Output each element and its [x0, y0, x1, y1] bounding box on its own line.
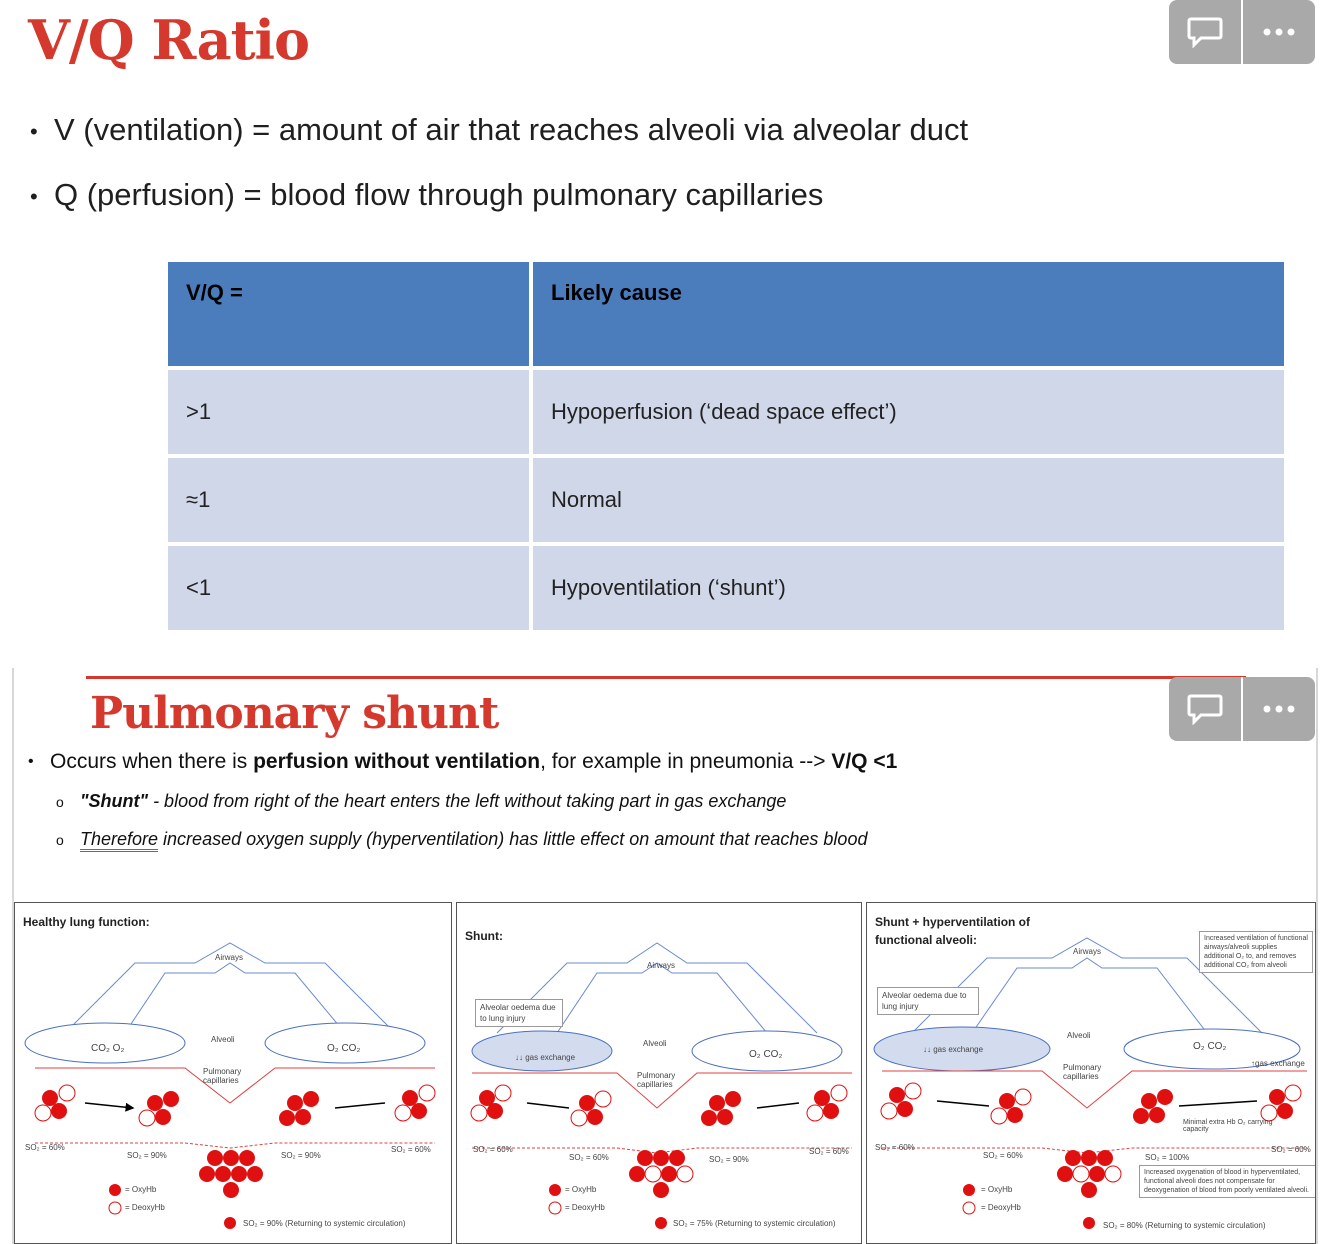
label-so2-mid-right: SO₂ = 100% [1145, 1153, 1190, 1162]
sub-bullet-therefore: o Therefore increased oxygen supply (hyperventilation) has little effect on amount that reaches blood [56, 829, 867, 850]
label-airways: Airways [215, 953, 244, 962]
more-options-button[interactable] [1243, 0, 1315, 64]
note-increased-ventilation: Increased ventilation of functional airways/alveoli supplies additional O₂ to, and removes additional CO₂ from alveoli [1199, 931, 1313, 973]
label-bottom: SO₂ = 75% (Returning to systemic circulation) [673, 1219, 836, 1228]
label-right-gas: O₂ CO₂ [327, 1043, 361, 1054]
table-cell: Hypoventilation (‘shunt’) [533, 546, 1288, 634]
legend-deoxy: = DeoxyHb [125, 1203, 165, 1212]
table-cell: <1 [168, 546, 533, 634]
label-so2-mid-right: SO₂ = 90% [709, 1155, 749, 1164]
label-so2-mid-left: SO₂ = 60% [983, 1151, 1023, 1160]
label-alveoli: Alveoli [643, 1039, 667, 1048]
panel-title: Shunt + hyperventilation of functional alveoli: [875, 915, 1031, 947]
label-so2-left: SO₂ = 60% [875, 1143, 915, 1152]
bullet-perfusion: • Q (perfusion) = blood flow through pulmonary capillaries [30, 177, 824, 212]
label-alveoli: Alveoli [1067, 1031, 1091, 1040]
comment-icon [1187, 16, 1223, 48]
label-airways: Airways [647, 961, 676, 970]
label-bottom: SO₂ = 90% (Returning to systemic circulation) [243, 1219, 406, 1228]
label-up-gas: ↑gas exchange [1251, 1059, 1305, 1068]
label-so2-mid-left: SO₂ = 60% [569, 1153, 609, 1162]
comment-button[interactable] [1169, 677, 1241, 741]
title-rule [86, 676, 1246, 679]
label-so2-left: SO₂ = 60% [473, 1145, 513, 1154]
label-airways: Airways [1073, 947, 1102, 956]
panel-title: Shunt: [465, 929, 503, 943]
label-left-gas: CO₂ O₂ [91, 1043, 125, 1054]
slide1-toolbar [1169, 0, 1315, 64]
table-row [168, 546, 1288, 634]
bullet-text: V (ventilation) = amount of air that reaches alveoli via alveolar duct [54, 112, 969, 147]
label-so2-mid-right: SO₂ = 90% [281, 1151, 321, 1160]
legend-oxy: = OxyHb [565, 1185, 597, 1194]
sub-bullet-shunt: o "Shunt" - blood from right of the heart enters the left without taking part in gas exchange [56, 791, 787, 811]
label-right-gas: O₂ CO₂ [1193, 1041, 1227, 1052]
label-so2-left: SO₂ = 60% [25, 1143, 65, 1152]
more-options-icon [1261, 704, 1297, 714]
note-increased-oxygenation: Increased oxygenation of blood in hyperventilated, functional alveoli does not compensate for deoxygenation of blood from poorly ventilated alveoli. [1139, 1165, 1316, 1198]
table-cell: Hypoperfusion (‘dead space effect’) [533, 370, 1288, 458]
table-cell: ≈1 [168, 458, 533, 546]
table-header-cell: V/Q = [168, 262, 533, 370]
sub-text: - blood from right of the heart enters the left without taking part in gas exchange [148, 791, 787, 811]
slide1-title: V/Q Ratio [28, 8, 310, 72]
table-row [168, 458, 1288, 546]
legend-deoxy: = DeoxyHb [565, 1203, 605, 1212]
label-so2-right: SO₂ = 60% [391, 1145, 431, 1154]
bullet-text: , for example in pneumonia --> [540, 750, 832, 773]
label-so2-right: SO₂ = 60% [1271, 1145, 1311, 1154]
sub-bold: "Shunt" [80, 791, 149, 811]
diagram-shunt-hyperventilation [866, 902, 1316, 1244]
label-gas-exchange: ↓↓ gas exchange [515, 1053, 576, 1062]
bullet-text: Occurs when there is [50, 750, 254, 773]
shunt-bullet: • Occurs when there is perfusion without ventilation, for example in pneumonia --> V/Q <1 [28, 750, 898, 773]
comment-icon [1187, 693, 1223, 725]
label-right-gas: O₂ CO₂ [749, 1049, 783, 1060]
label-alveoli: Alveoli [211, 1035, 235, 1044]
table-row [168, 370, 1288, 458]
table-header-cell: Likely cause [533, 262, 1288, 370]
more-options-icon [1261, 27, 1297, 37]
label-capillaries: Pulmonary capillaries [203, 1067, 242, 1085]
note-edema: Alveolar oedema due to lung injury [877, 987, 979, 1015]
legend-oxy: = OxyHb [125, 1185, 157, 1194]
legend-deoxy: = DeoxyHb [981, 1203, 1021, 1212]
legend-oxy: = OxyHb [981, 1185, 1013, 1194]
table-header-row [168, 262, 1288, 370]
panel-title: Healthy lung function: [23, 915, 150, 929]
more-options-button[interactable] [1243, 677, 1315, 741]
bullet-text: Q (perfusion) = blood flow through pulmonary capillaries [54, 177, 824, 212]
label-capillaries: Pulmonary capillaries [637, 1071, 676, 1089]
slide2-title: Pulmonary shunt [90, 688, 499, 739]
label-bottom: SO₂ = 80% (Returning to systemic circulation) [1103, 1221, 1266, 1230]
label-capillaries: Pulmonary capillaries [1063, 1063, 1102, 1081]
bullet-ventilation: • V (ventilation) = amount of air that reaches alveoli via alveolar duct [30, 112, 969, 147]
note-minimal: Minimal extra Hb O₂ carrying capacity [1183, 1119, 1273, 1133]
sub-underlined: Therefore [80, 829, 158, 852]
diagram-healthy [14, 902, 452, 1244]
label-so2-mid-left: SO₂ = 90% [127, 1151, 167, 1160]
bullet-bold: V/Q <1 [831, 750, 898, 773]
label-so2-right: SO₂ = 60% [809, 1147, 849, 1156]
note-edema: Alveolar oedema due to lung injury [475, 999, 563, 1027]
diagram-shunt [456, 902, 862, 1244]
comment-button[interactable] [1169, 0, 1241, 64]
slide2-toolbar [1169, 677, 1315, 741]
table-cell: Normal [533, 458, 1288, 546]
vq-table [168, 262, 1288, 634]
sub-text: increased oxygen supply (hyperventilation) has little effect on amount that reaches blood [158, 829, 868, 849]
table-cell: >1 [168, 370, 533, 458]
label-gas-exchange: ↓↓ gas exchange [923, 1045, 984, 1054]
bullet-bold: perfusion without ventilation [253, 750, 541, 773]
